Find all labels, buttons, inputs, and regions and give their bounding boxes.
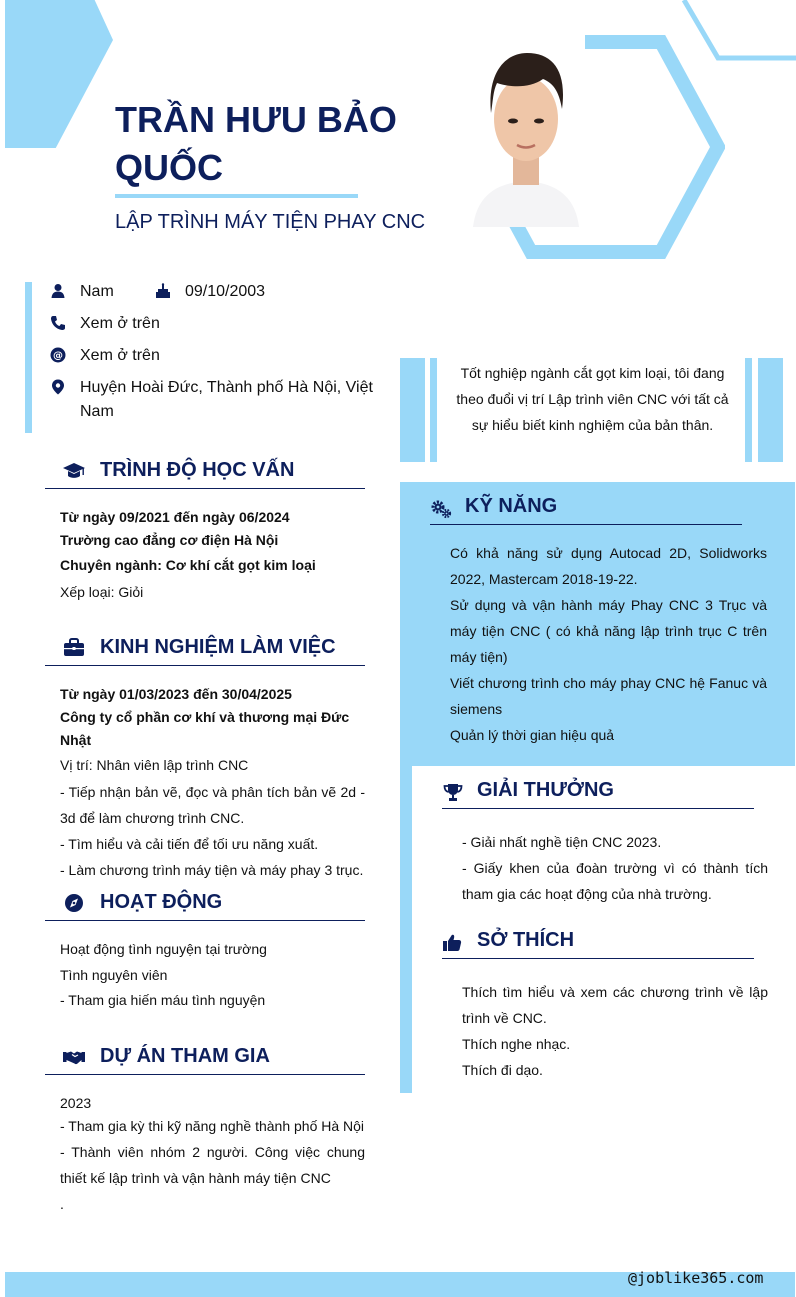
address-row [50,376,375,424]
handshake-icon [63,1047,85,1067]
compass-icon [63,893,85,913]
experience-position: Vị trí: Nhân viên lập trình CNC [60,757,249,773]
user-icon [50,283,66,299]
activities-line: - Tham gia hiến máu tình nguyện [60,992,266,1008]
award-item: - Giấy khen của đoàn trường vì có thành tích tham gia các hoạt động của nhà trường. [462,860,768,902]
experience-item: - Làm chương trình máy tiện và máy phay 3 trục. [60,862,364,878]
experience-item: - Tìm hiểu và cải tiến để tối ưu năng xuất. [60,836,319,852]
skills-header [430,493,742,525]
profile-photo [467,35,585,227]
projects-line: . [60,1196,64,1212]
at-icon [50,347,66,363]
email-text: Xem ở trên [80,347,160,364]
projects-title: DỰ ÁN THAM GIA [100,1045,270,1067]
gears-icon [430,499,452,519]
education-period: Từ ngày 09/2021 đến ngày 06/2024 [60,509,290,525]
awards-header [442,777,754,809]
phone-icon [50,315,66,331]
award-item: - Giải nhất nghề tiện CNC 2023. [462,834,662,850]
education-major: Chuyên ngành: Cơ khí cắt gọt kim loại [60,557,316,573]
hobbies-header [442,927,754,959]
gender-text: Nam [80,283,114,300]
skill-item: Có khả năng sử dụng Autocad 2D, Solidworks 2022, Mastercam 2018-19-22. [450,545,767,587]
experience-company: Công ty cổ phần cơ khí và thương mại Đức Nhật [60,709,350,748]
phone-text: Xem ở trên [80,315,160,332]
skill-item: Sử dụng và vận hành máy Phay CNC 3 Trục và máy tiện CNC ( có khả năng lập trình trục C trên máy tiện) [450,597,767,665]
map-pin-icon [50,379,66,395]
skill-item: Viết chương trình cho máy phay CNC hệ Fanuc và siemens [450,675,767,717]
activities-line: Hoạt động tình nguyện tại trường [60,941,267,957]
right-column-accent-strip [400,766,412,1093]
activities-title: HOẠT ĐỘNG [100,891,223,913]
summary-bar-right-thin [745,358,752,462]
job-title: LẬP TRÌNH MÁY TIỆN PHAY CNC [115,211,426,233]
graduation-cap-icon [63,461,85,481]
career-summary: Tốt nghiệp ngành cắt gọt kim loại, tôi đang theo đuổi vị trí Lập trình viên CNC với tất cả sự hiểu biết kinh nghiệm của bản thân. [456,365,729,433]
contact-accent-bar [25,282,32,433]
awards-title: GIẢI THƯỞNG [477,779,614,801]
education-body [60,506,365,605]
skill-item: Quản lý thời gian hiệu quả [450,727,615,743]
svg-text:@: @ [53,350,63,362]
experience-period: Từ ngày 01/03/2023 đến 30/04/2025 [60,686,292,702]
experience-header [45,634,365,666]
activities-body [60,937,365,1014]
summary-bar-left [400,358,425,462]
candidate-name: TRẦN HƯU BẢO QUỐC [115,99,397,188]
hobby-item: Thích tìm hiểu và xem các chương trình về lập trình về CNC. [462,984,768,1026]
education-school: Trường cao đẳng cơ điện Hà Nội [60,532,279,548]
cake-icon [155,283,171,299]
name-underline [115,194,358,198]
activities-line: Tình nguyên viên [60,966,168,983]
profile-photo-frame [467,35,725,259]
projects-year: 2023 [60,1095,92,1111]
skills-body [450,540,767,748]
education-header [45,457,365,489]
hobbies-body [462,979,768,1083]
gender-row [50,280,114,304]
corner-decoration-left [5,0,113,148]
skills-title: KỸ NĂNG [465,495,558,517]
experience-item: - Tiếp nhận bản vẽ, đọc và phân tích bản vẽ 2d - 3d để làm chương trình CNC. [60,784,365,826]
summary-bar-right [758,358,783,462]
hobby-item: Thích nghe nhạc. [462,1036,571,1052]
experience-title: KINH NGHIỆM LÀM VIỆC [100,636,336,658]
education-grade: Xếp loại: Giỏi [60,584,144,600]
projects-line: - Tham gia kỳ thi kỹ năng nghề thành phố Hà Nội [60,1118,365,1134]
hobbies-title: SỞ THÍCH [477,929,575,951]
hobby-item: Thích đi dạo. [462,1062,543,1078]
awards-body [462,829,768,907]
projects-line: - Thành viên nhóm 2 người. Công việc chung thiết kế lập trình và vận hành máy tiện CNC [60,1144,365,1186]
trophy-icon [442,783,464,803]
experience-body [60,683,365,883]
thumbs-up-icon [442,933,464,953]
birthday-text: 09/10/2003 [185,283,266,300]
activities-header [45,889,365,921]
email-row [50,344,160,368]
projects-body [60,1092,365,1217]
phone-row [50,312,160,336]
summary-bar-left-thin [430,358,437,462]
projects-header [45,1043,365,1075]
briefcase-icon [63,638,85,658]
address-text: Huyện Hoài Đức, Thành phố Hà Nội, Việt Nam [80,379,373,420]
education-title: TRÌNH ĐỘ HỌC VẤN [100,459,295,481]
footer-handle: @joblike365.com [628,1269,764,1287]
birthday-row [155,280,265,304]
